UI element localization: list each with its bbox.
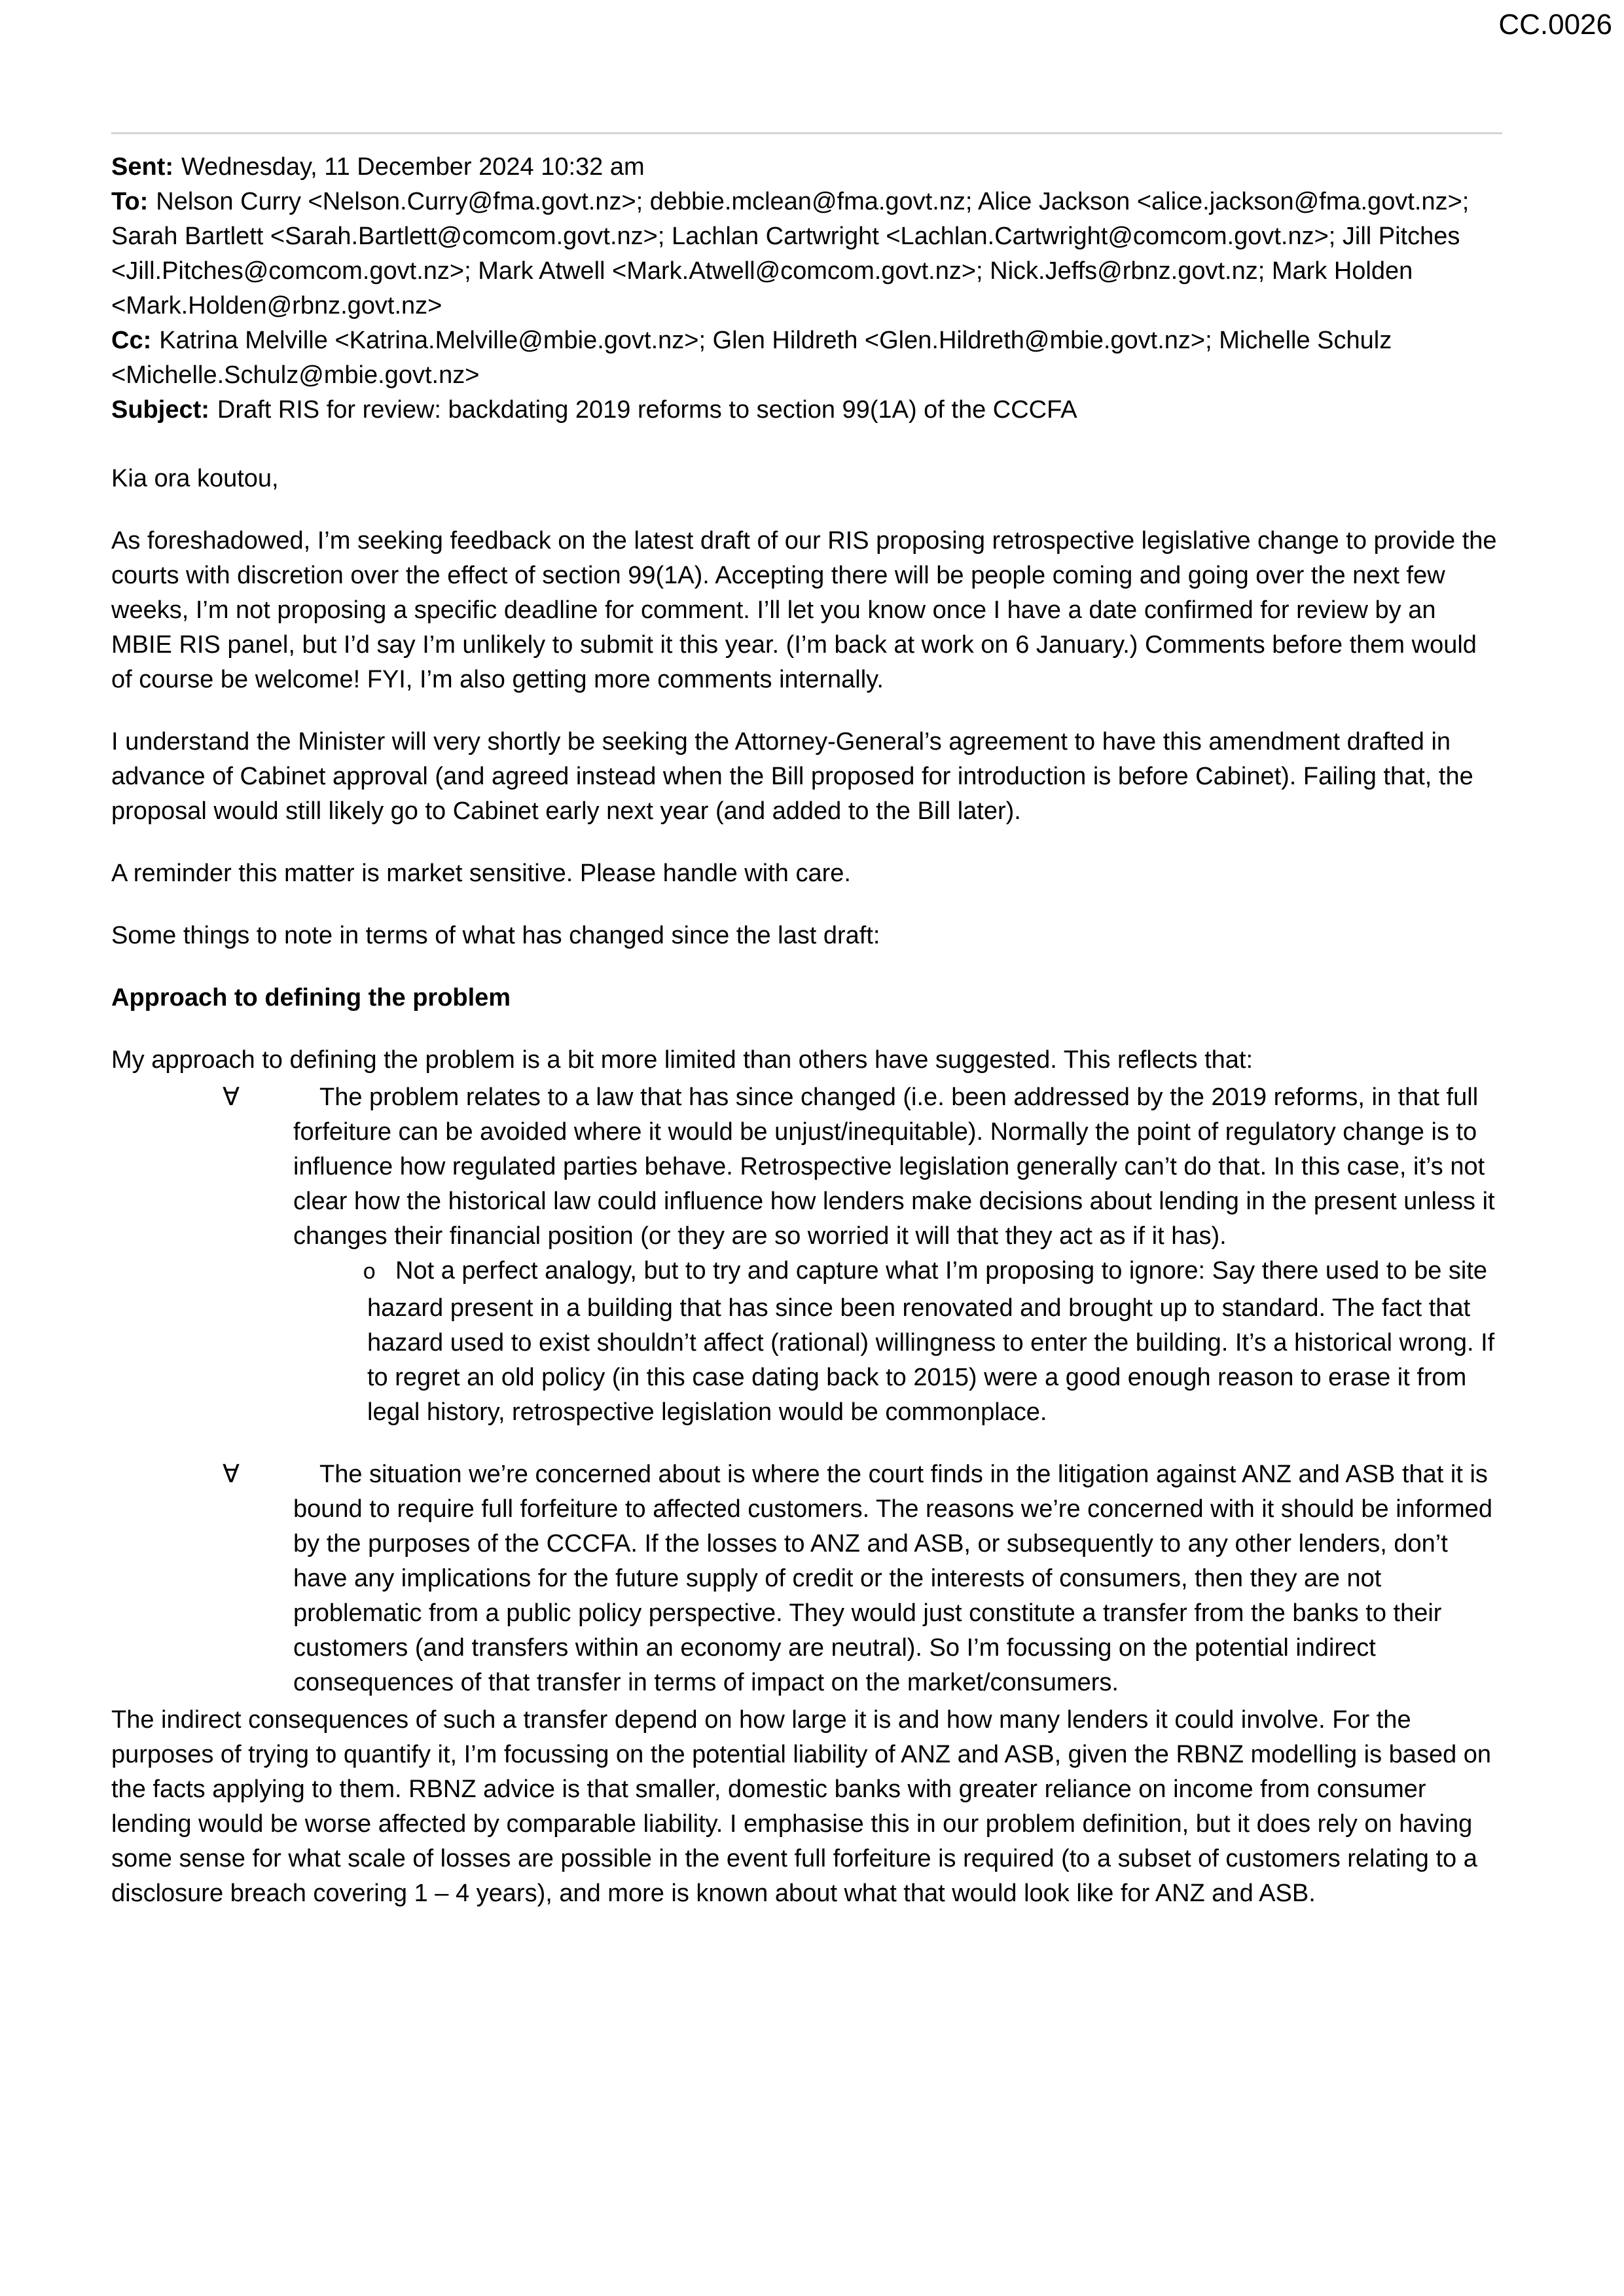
email-separator-line	[111, 132, 1502, 134]
sub-bullet-item-text: Not a perfect analogy, but to try and capture what I’m proposing to ignore: Say there used to be site hazard present in a building that has since been renovated and brought up to standard. The fact that hazard used to exist shouldn’t affect (rational) willingness to enter the building. It’s a historical wrong. If to regret an old policy (in this case dating back to 2015) were a good enough reason to erase it from legal history, retrospective legislation would be commonplace.	[367, 1257, 1495, 1426]
bullet-item-text: The situation we’re concerned about is where the court finds in the litigation against ANZ and ASB that it is bound to require full forfeiture to affected customers. The reasons we’re concerned with it should be informed by the purposes of the CCCFA. If the losses to ANZ and ASB, or subsequently to any other lenders, don’t have any implications for the future supply of credit or the interests of consumers, then they are not problematic from a public policy perspective. They would just constitute a transfer from the banks to their customers (and transfers within an economy are neutral). So I’m focussing on the potential indirect consequences of that transfer in terms of impact on the market/consumers.	[293, 1461, 1493, 1696]
paragraph-minister-process: I understand the Minister will very shortly be seeking the Attorney-General’s agreement to have this amendment drafted in advance of Cabinet approval (and agreed instead when the Bill proposed for introduction is before Cabinet). Failing that, the proposal would still likely go to Cabinet early next year (and added to the Bill later).	[111, 728, 1473, 825]
paragraph-market-sensitive: A reminder this matter is market sensitive. Please handle with care.	[111, 860, 851, 887]
bullet-item-situation-concerned	[223, 1457, 1502, 1700]
email-header-to	[111, 185, 1502, 323]
email-header-cc	[111, 323, 1502, 393]
bullet-item-text: The problem relates to a law that has since changed (i.e. been addressed by the 2019 reforms, in that full forfeiture can be avoided where it would be unjust/inequitable). Normally the point of regulatory change is to influence how regulated parties behave. Retrospective legislation generally can’t do that. In this case, it’s not clear how the historical law could influence how lenders make decisions about lending in the present unless it changes their financial position (or they are so worried it will that they act as if it has).	[293, 1084, 1495, 1250]
paragraph-indirect-consequences: The indirect consequences of such a transfer depend on how large it is and how many lenders it could involve. For the purposes of trying to quantify it, I’m focussing on the potential liability of ANZ and ASB, given the RBNZ modelling is based on the facts applying to them. RBNZ advice is that smaller, domestic banks with greater reliance on income from consumer lending would be worse affected by comparable liability. I emphasise this in our problem definition, but it does rely on having some sense for what scale of losses are possible in the event full forfeiture is required (to a subset of customers relating to a disclosure breach covering 1 – 4 years), and more is known about what that would look like for ANZ and ASB.	[111, 1706, 1492, 1907]
subject-label: Subject:	[111, 396, 209, 424]
section-heading-approach: Approach to defining the problem	[111, 984, 511, 1011]
subject-value: Draft RIS for review: backdating 2019 reforms to section 99(1A) of the CCCFA	[217, 396, 1077, 424]
paragraph-feedback-request: As foreshadowed, I’m seeking feedback on the latest draft of our RIS proposing retrospective legislative change to provide the courts with discretion over the effect of section 99(1A). Accepting there will be people coming and going over the next few weeks, I’m not proposing a specific deadline for comment. I’ll let you know once I have a date confirmed for review by an MBIE RIS panel, but I’d say I’m unlikely to submit it this year. (I’m back at work on 6 January.) Comments before them would of course be welcome! FYI, I’m also getting more comments internally.	[111, 527, 1497, 693]
sent-value: Wednesday, 11 December 2024 10:32 am	[181, 153, 645, 181]
paragraph-approach-intro: My approach to defining the problem is a bit more limited than others have suggested. This reflects that:	[111, 1046, 1254, 1074]
bullet-marker-icon: ∀	[223, 1461, 240, 1488]
email-greeting: Kia ora koutou,	[111, 465, 279, 492]
sub-bullet-marker-icon: o	[363, 1261, 376, 1286]
email-header-block	[111, 150, 1502, 428]
paragraph-changes-intro: Some things to note in terms of what has changed since the last draft:	[111, 922, 880, 949]
cc-value: Katrina Melville <Katrina.Melville@mbie.govt.nz>; Glen Hildreth <Glen.Hildreth@mbie.govt.nz>; Michelle Schulz <Michelle.Schulz@mbie.govt.nz>	[111, 327, 1392, 389]
sent-label: Sent:	[111, 153, 173, 181]
email-header-subject	[111, 393, 1502, 428]
sub-bullet-item-analogy	[363, 1254, 1502, 1430]
to-label: To:	[111, 188, 149, 215]
email-body	[111, 462, 1502, 1911]
bullet-marker-icon: ∀	[223, 1084, 240, 1111]
email-header-sent	[111, 150, 1502, 185]
to-value: Nelson Curry <Nelson.Curry@fma.govt.nz>; debbie.mclean@fma.govt.nz; Alice Jackson <alice.jackson@fma.govt.nz>; Sarah Bartlett <Sarah.Bartlett@comcom.govt.nz>; Lachlan Cartwright <Lachlan.Cartwright@comcom.govt.nz>; Jill Pitches <Jill.Pitches@comcom.govt.nz>; Mark Atwell <Mark.Atwell@comcom.govt.nz>; Nick.Jeffs@rbnz.govt.nz; Mark Holden <Mark.Holden@rbnz.govt.nz>	[111, 188, 1470, 319]
bullet-item-problem-relates	[223, 1080, 1502, 1254]
doc-reference: CC.0026	[1498, 9, 1612, 41]
cc-label: Cc:	[111, 327, 152, 354]
